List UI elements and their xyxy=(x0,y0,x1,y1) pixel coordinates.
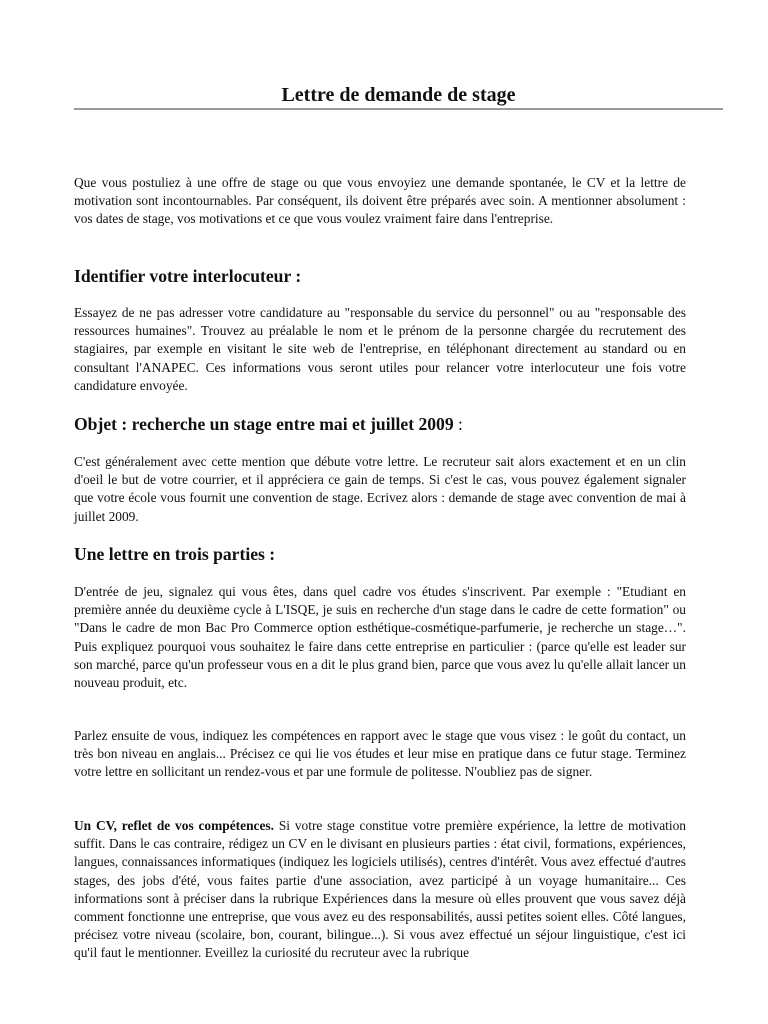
section-paragraph-trois-parties-2: Parlez ensuite de vous, indiquez les compétences en rapport avec le stage que vous visez : le goût du contact, un très bon niveau en anglais... Précisez ce qui lie vos études et leur mise en pratique dans ce futur stage. Terminez votre lettre en sollicitant un rendez-vous et par une formule de politesse. N'oubliez pas de signer. xyxy=(74,728,686,780)
section-paragraph-interlocuteur: Essayez de ne pas adresser votre candidature au "responsable du service du personnel" ou au "responsable des ressources humaines". Trouvez au préalable le nom et le prénom de la personne chargée du recrutement des stagiaires, par exemple en visitant le site web de l'entreprise, en téléphonant directement au standard ou en consultant l'ANAPEC. Ces informations vous seront utiles pour relancer votre interlocuteur une fois votre candidature envoyée. xyxy=(74,305,686,393)
title-underline-divider xyxy=(74,108,723,110)
intro-paragraph: Que vous postuliez à une offre de stage ou que vous envoyiez une demande spontanée, le CV et la lettre de motivation sont incontournables. Par conséquent, ils doivent être préparés avec soin. A mentionner absolument : vos dates de stage, vos motivations et ce que vous voulez vraiment faire dans l'entreprise. xyxy=(74,175,686,227)
section-paragraph-cv-body: Si votre stage constitue votre première expérience, la lettre de motivation suffit. Dans le cas contraire, rédigez un CV en le divisant en plusieurs parties : état civil, formations, expériences, langues, connaissances informatiques (indiquez les logiciels utilisés), centres d'intérêt. Vous avez effectué d'autres stages, des jobs d'été, vous faites partie d'une association, avez participé à un voyage humanitaire... Ces informations sont à préciser dans la rubrique Expériences dans la mesure où elles prouvent que vous savez déjà comment fonctionne une entreprise, que vous avez eu des responsabilités, aussi petites soient elles. Côté langues, précisez votre niveau (scolaire, bon, courant, bilingue...). Si vous avez effectué un séjour linguistique, c'est ici qu'il faut le mentionner. Eveillez la curiosité du recruteur avec la rubrique xyxy=(74,818,687,961)
section-paragraph-objet: C'est généralement avec cette mention que débute votre lettre. Le recruteur sait alors exactement et en un clin d'oeil le but de votre courrier, et il appréciera ce gain de temps. Si c'est le cas, vous pouvez également signaler que votre école vous fournit une convention de stage. Ecrivez alors : demande de stage avec convention de mai à juillet 2009. xyxy=(74,454,686,524)
section-heading-interlocuteur: Identifier votre interlocuteur : xyxy=(74,266,302,286)
section-paragraph-cv xyxy=(74,817,686,963)
section-heading-objet-tail: : xyxy=(453,414,463,434)
section-paragraph-trois-parties-1: D'entrée de jeu, signalez qui vous êtes, dans quel cadre vos études s'inscrivent. Par exemple : "Etudiant en première année du deuxième cycle à L'ISQE, je suis en recherche d'un stage dans le cadre de cette formation" ou "Dans le cadre de mon Bac Pro Commerce option esthétique-cosmétique-parfumerie, je recherche un stage…". Puis expliquez pourquoi vous souhaitez le faire dans cette entreprise en particulier : (parce qu'elle est leader sur son marché, parce qu'un professeur vous en a dit le plus grand bien, parce que vous avez lu qu'elle allait lancer un nouveau produit, etc. xyxy=(74,584,686,691)
section-heading-trois-parties: Une lettre en trois parties : xyxy=(74,544,276,564)
document-title: Lettre de demande de stage xyxy=(281,84,516,106)
section-heading-objet xyxy=(74,413,686,435)
section-paragraph-cv-lead: Un CV, reflet de vos compétences. xyxy=(74,818,274,833)
section-heading-objet-text: Objet : recherche un stage entre mai et juillet 2009 xyxy=(74,414,454,434)
